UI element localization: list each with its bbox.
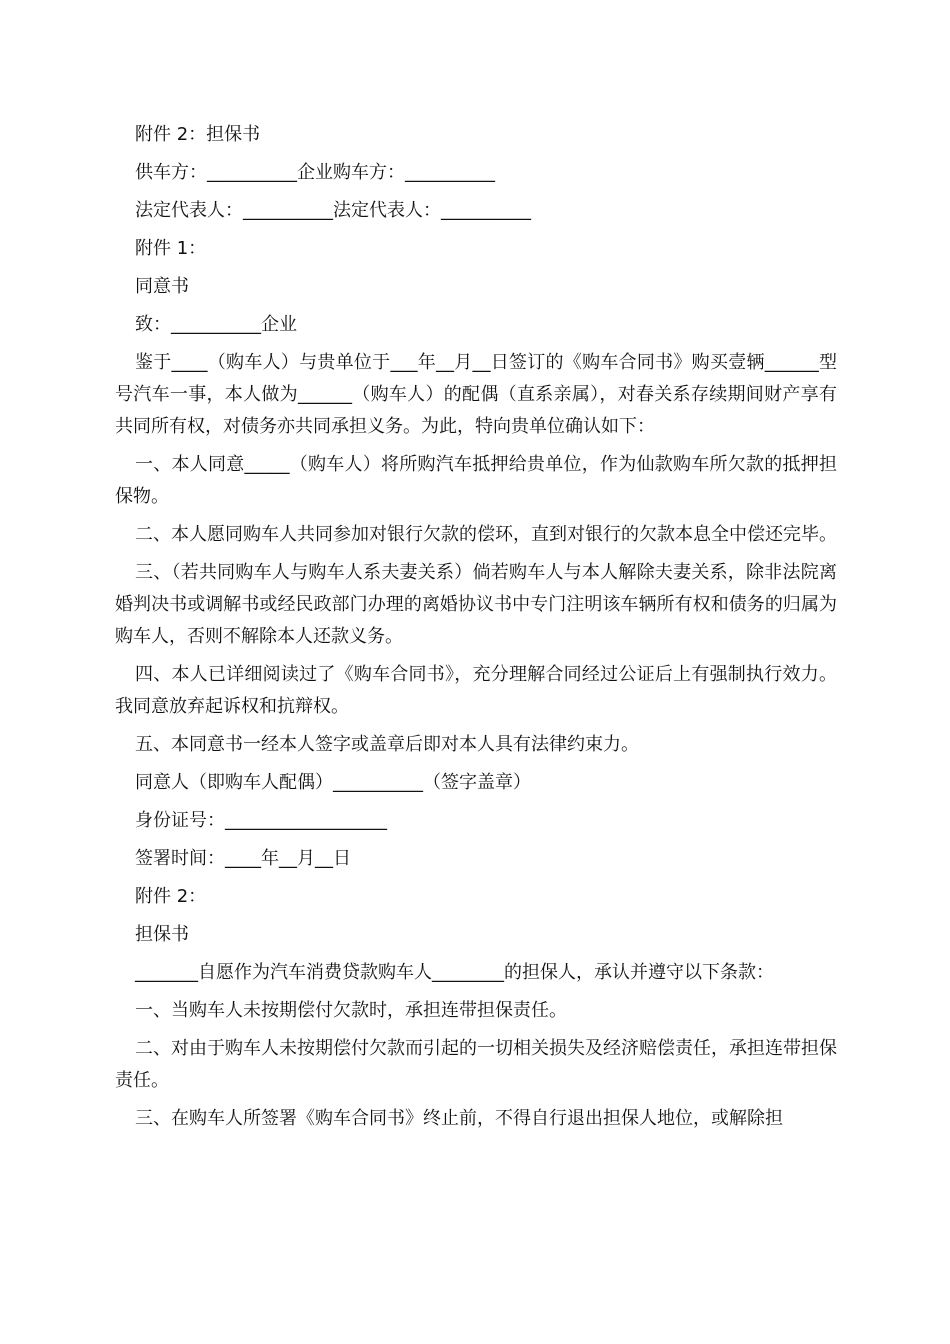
paragraph-clause-5: 五、本同意书一经本人签字或盖章后即对本人具有法律约束力。 [135, 734, 639, 755]
paragraph-guarantee-clause-3: 三、在购车人所签署《购车合同书》终止前，不得自行退出担保人地位，或解除担 [135, 1108, 783, 1129]
paragraph-guarantor-intro: _______自愿作为汽车消费贷款购车人________的担保人，承认并遵守以下条款： [135, 962, 774, 983]
paragraph-clause-3: 三、（若共同购车人与购车人系夫妻关系）倘若购车人与本人解除夫妻关系，除非法院离婚判决书或调解书或经民政部门办理的离婚协议书中专门注明该车辆所有权和债务的归属为购车人，否则不解除本人还款义务。 [115, 562, 837, 647]
paragraph-whereas: 鉴于____（购车人）与贵单位于___年__月__日签订的《购车合同书》购买壹辆______型号汽车一事，本人做为______（购车人）的配偶（直系亲属），对春关系存续期间财产享有共同所有权，对债务亦共同承担义务。为此，特向贵单位确认如下： [115, 352, 837, 437]
paragraph-guarantee-clause-1: 一、当购车人未按期偿付欠款时，承担连带担保责任。 [135, 1000, 567, 1021]
paragraph-clause-1: 一、本人同意_____（购车人）将所购汽车抵押给贵单位，作为仙款购车所欠款的抵押担保物。 [115, 454, 837, 507]
paragraph-clause-4: 四、本人已详细阅读过了《购车合同书》，充分理解合同经过公证后上有强制执行效力。我同意放弃起诉权和抗辩权。 [115, 664, 837, 717]
paragraph-guarantee-clause-2: 二、对由于购车人未按期偿付欠款而引起的一切相关损失及经济赔偿责任，承担连带担保责任。 [115, 1038, 837, 1091]
paragraph-addressee: 致：__________企业 [135, 314, 297, 335]
paragraph-consent-title: 同意书 [135, 276, 189, 297]
paragraph-clause-2: 二、本人愿同购车人共同参加对银行欠款的偿环，直到对银行的欠款本息全中偿还完毕。 [135, 524, 837, 545]
paragraph-legal-representatives: 法定代表人：__________法定代表人：__________ [135, 200, 531, 221]
paragraph-signing-date: 签署时间：____年__月__日 [135, 848, 351, 869]
paragraph-supplier-buyer: 供车方：__________企业购车方：__________ [135, 162, 495, 183]
paragraph-attachment-2: 附件 2： [135, 886, 207, 907]
paragraph-attachment-2-heading: 附件 2：担保书 [135, 124, 261, 145]
paragraph-consenter-signature: 同意人（即购车人配偶）__________（签字盖章） [135, 772, 531, 793]
paragraph-guarantee-title: 担保书 [135, 924, 189, 945]
paragraph-id-number: 身份证号：__________________ [135, 810, 387, 831]
paragraph-attachment-1: 附件 1： [135, 238, 207, 259]
document-body [115, 119, 837, 1141]
